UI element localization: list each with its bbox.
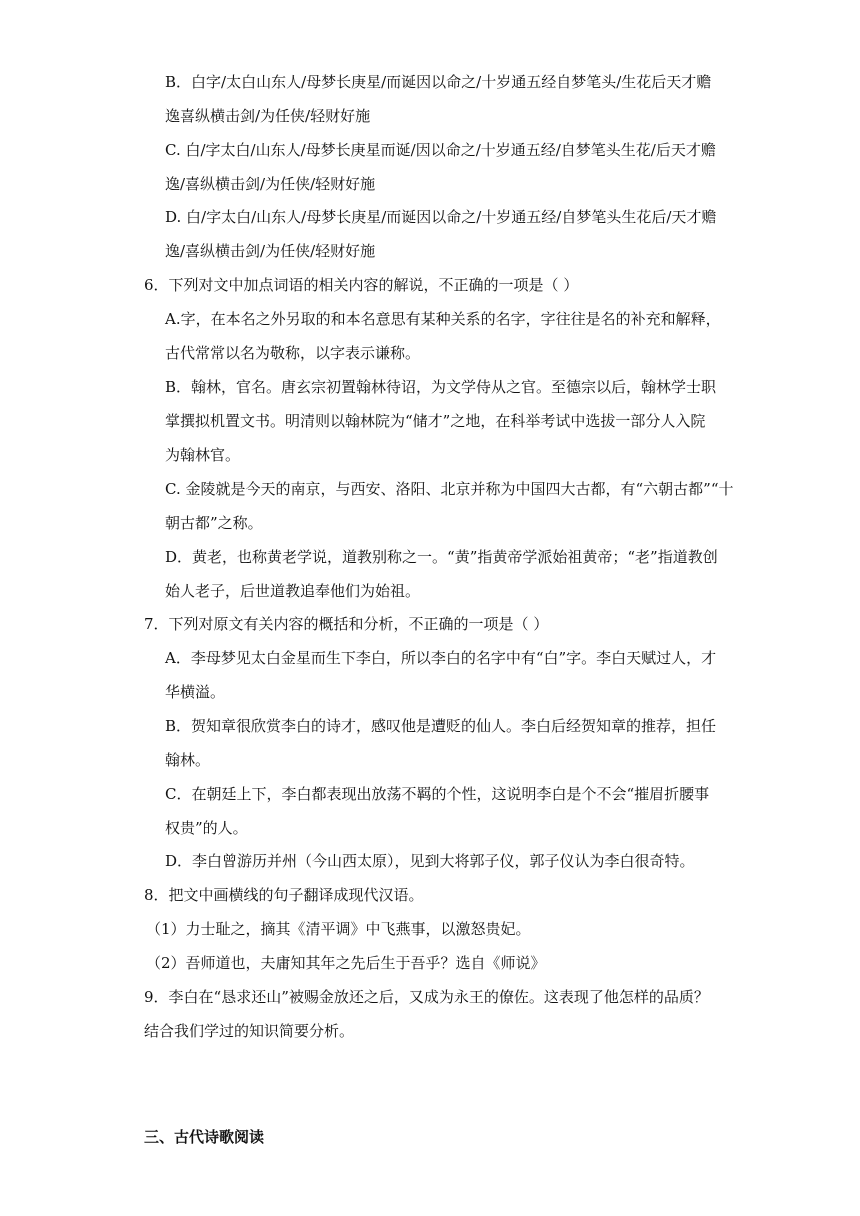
q8-stem: 8．把文中画横线的句子翻译成现代汉语。 bbox=[144, 886, 424, 904]
q6-option-d-line2: 始人老子，后世道教追奉他们为始祖。 bbox=[165, 582, 421, 600]
q5-option-c-line1: C. 白/字太白/山东人/母梦长庚星而诞/因以命之/十岁通五经/自梦笔头生花/后天才赡 bbox=[165, 141, 716, 159]
q9-stem-line1: 9．李白在“恳求还山”被赐金放还之后，又成为永王的僚佐。这表现了他怎样的品质？ bbox=[144, 988, 709, 1006]
q5-option-d-line1: D. 白/字太白/山东人/母梦长庚星/而诞因以命之/十岁通五经/自梦笔头生花后/天才赡 bbox=[165, 208, 717, 226]
q7-option-b-line1: B．贺知章很欣赏李白的诗才，感叹他是遭贬的仙人。李白后经贺知章的推荐，担任 bbox=[165, 717, 717, 735]
q5-option-d-line2: 逸/喜纵横击剑/为任侠/轻财好施 bbox=[165, 242, 376, 260]
q6-option-c-line1: C. 金陵就是今天的南京，与西安、洛阳、北京并称为中国四大古都，有“六朝古都”“十 bbox=[165, 480, 734, 498]
q5-option-c-line2: 逸/喜纵横击剑/为任侠/轻财好施 bbox=[165, 175, 376, 193]
q5-option-b-line1: B．白字/太白山东人/母梦长庚星/而诞因以命之/十岁通五经自梦笔头/生花后天才赡 bbox=[165, 73, 712, 91]
q7-option-a-line1: A．李母梦见太白金星而生下李白，所以李白的名字中有“白”字。李白天赋过人，才 bbox=[165, 649, 717, 667]
q6-option-a-line2: 古代常常以名为敬称，以字表示谦称。 bbox=[165, 344, 421, 362]
q6-option-b-line2: 掌撰拟机置文书。明清则以翰林院为“储才”之地，在科举考试中选拔一部分人入院 bbox=[165, 412, 706, 430]
q7-option-b-line2: 翰林。 bbox=[165, 751, 211, 769]
q7-stem: 7．下列对原文有关内容的概括和分析，不正确的一项是（ ） bbox=[144, 615, 549, 633]
q7-option-c-line1: C．在朝廷上下，李白都表现出放荡不羁的个性，这说明李白是个不会“摧眉折腰事 bbox=[165, 785, 710, 803]
q6-option-d-line1: D．黄老，也称黄老学说，道教别称之一。“黄”指黄帝学派始祖黄帝；“老”指道教创 bbox=[165, 548, 718, 566]
q8-subquestion-2: （2）吾师道也，夫庸知其年之先后生于吾乎？选自《师说》 bbox=[146, 954, 546, 972]
q6-option-b-line3: 为翰林官。 bbox=[165, 446, 241, 464]
q8-subquestion-1: （1）力士耻之，摘其《清平调》中飞燕事，以激怒贵妃。 bbox=[146, 920, 531, 938]
q6-option-a-line1: A.字，在本名之外另取的和本名意思有某种关系的名字，字往往是名的补充和解释， bbox=[165, 310, 721, 328]
q7-option-d-line1: D．李白曾游历并州（今山西太原），见到大将郭子仪，郭子仪认为李白很奇特。 bbox=[165, 852, 695, 870]
q9-stem-line2: 结合我们学过的知识简要分析。 bbox=[144, 1022, 355, 1040]
q7-option-c-line2: 权贵”的人。 bbox=[165, 819, 248, 837]
q6-option-c-line2: 朝古都”之称。 bbox=[165, 514, 263, 532]
section-heading-poetry: 三、古代诗歌阅读 bbox=[144, 1128, 265, 1146]
q7-option-a-line2: 华横溢。 bbox=[165, 683, 226, 701]
q5-option-b-line2: 逸喜纵横击剑/为任侠/轻财好施 bbox=[165, 107, 371, 125]
q6-stem: 6．下列对文中加点词语的相关内容的解说，不正确的一项是（ ） bbox=[144, 276, 579, 294]
q6-option-b-line1: B．翰林，官名。唐玄宗初置翰林待诏，为文学侍从之官。至德宗以后，翰林学士职 bbox=[165, 378, 717, 396]
